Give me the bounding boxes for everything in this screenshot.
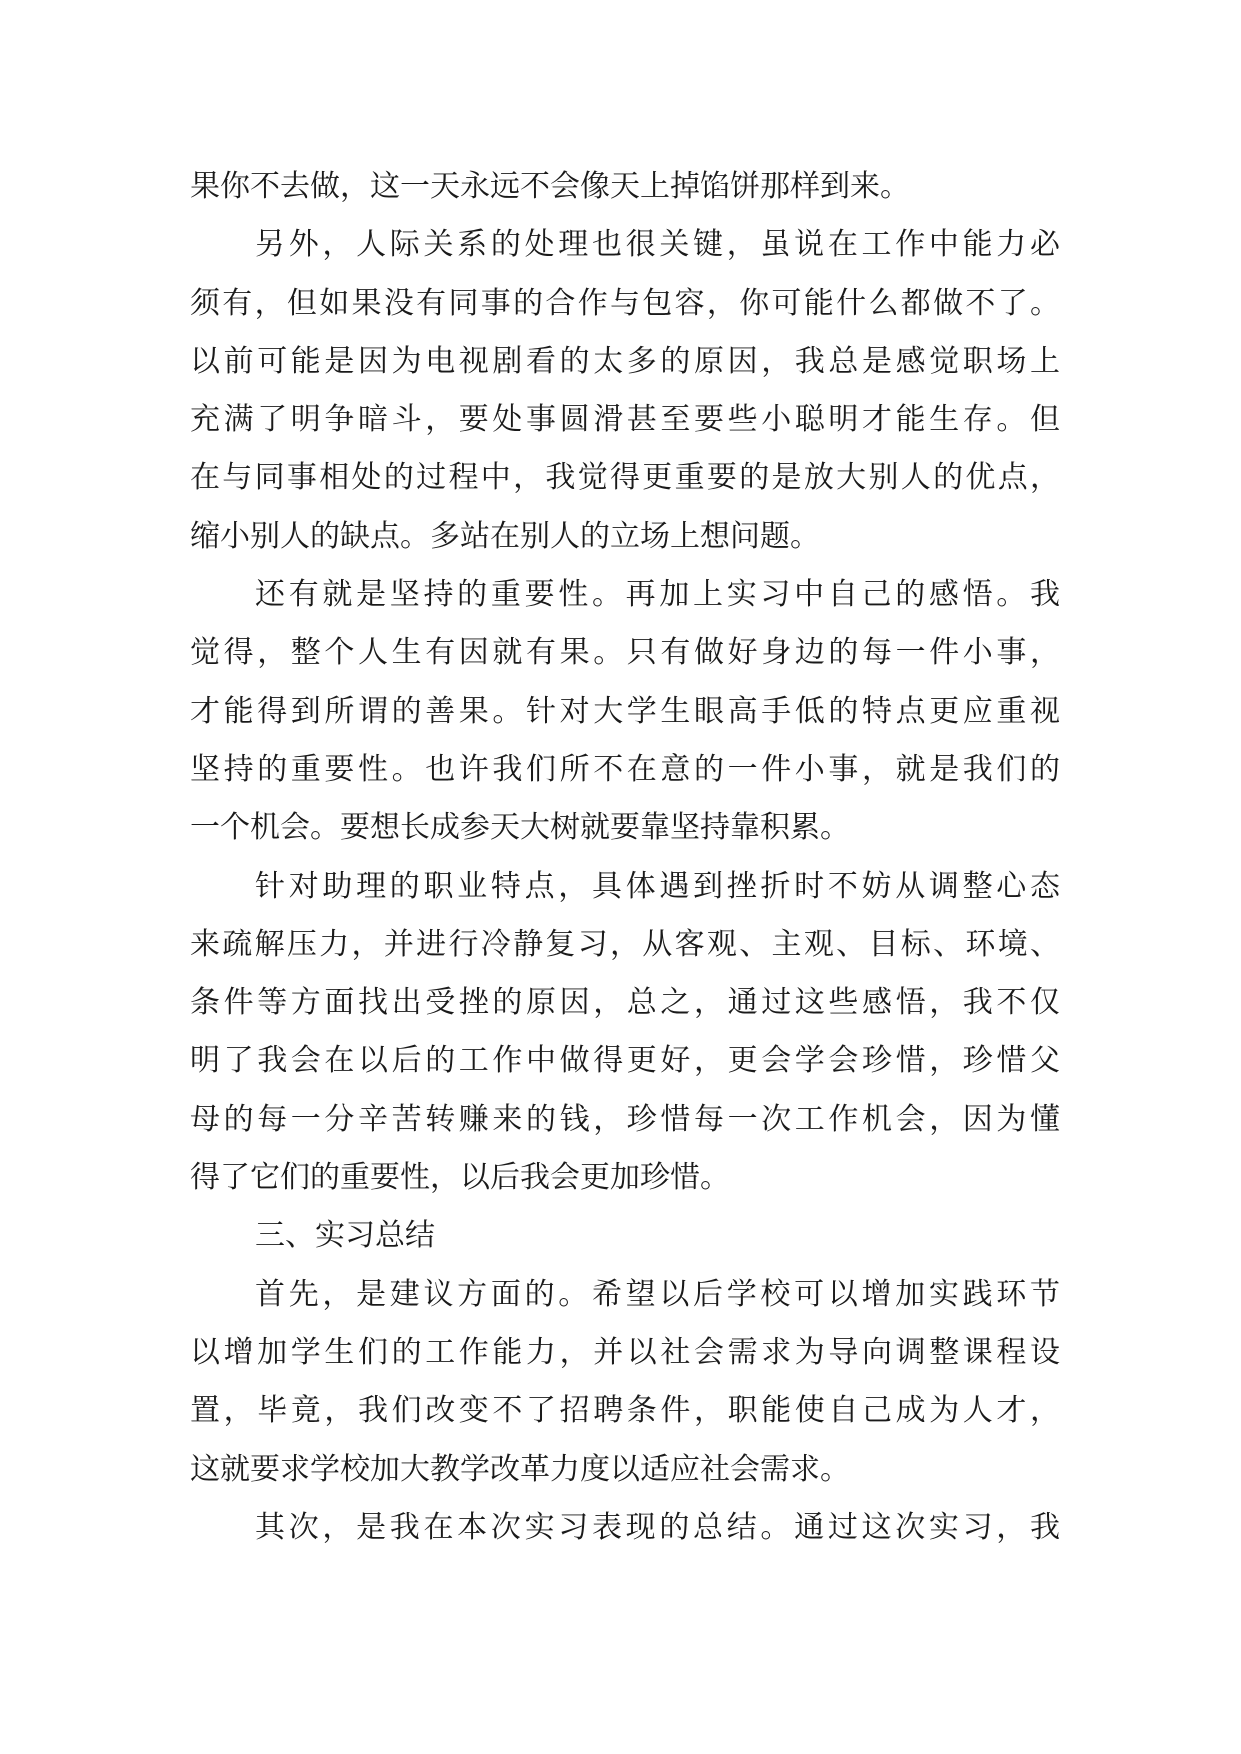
paragraph-line: 须有，但如果没有同事的合作与包容，你可能什么都做不了。	[190, 285, 1060, 321]
paragraph-line: 觉得，整个人生有因就有果。只有做好身边的每一件小事，	[190, 635, 1060, 671]
paragraph-first-line: 还有就是坚持的重要性。再加上实习中自己的感悟。我	[255, 577, 1060, 613]
paragraph-line: 果你不去做，这一天永远不会像天上掉馅饼那样到来。	[190, 169, 910, 204]
paragraph-line: 才能得到所谓的善果。针对大学生眼高手低的特点更应重视	[190, 693, 1060, 729]
paragraph-line: 缩小别人的缺点。多站在别人的立场上想问题。	[190, 518, 820, 554]
document-body	[190, 158, 1060, 1557]
paragraph-line: 一个机会。要想长成参天大树就要靠坚持靠积累。	[190, 810, 850, 846]
paragraph-first-line: 另外，人际关系的处理也很关键，虽说在工作中能力必	[255, 227, 1060, 263]
paragraph-line: 充满了明争暗斗，要处事圆滑甚至要些小聪明才能生存。但	[190, 402, 1060, 438]
paragraph-first-line: 其次，是我在本次实习表现的总结。通过这次实习，我	[255, 1509, 1060, 1545]
paragraph-line: 得了它们的重要性，以后我会更加珍惜。	[190, 1160, 730, 1196]
paragraph-first-line: 首先，是建议方面的。希望以后学校可以增加实践环节	[255, 1276, 1060, 1312]
paragraph-line: 明了我会在以后的工作中做得更好，更会学会珍惜，珍惜父	[190, 1043, 1060, 1079]
paragraph-line: 在与同事相处的过程中，我觉得更重要的是放大别人的优点，	[190, 460, 1060, 496]
paragraph-first-line: 三、实习总结	[255, 1218, 435, 1254]
paragraph-line: 条件等方面找出受挫的原因，总之，通过这些感悟，我不仅	[190, 985, 1060, 1021]
paragraph-line: 来疏解压力，并进行冷静复习，从客观、主观、目标、环境、	[190, 926, 1060, 962]
paragraph-line: 坚持的重要性。也许我们所不在意的一件小事，就是我们的	[190, 751, 1060, 787]
paragraph-line: 置，毕竟，我们改变不了招聘条件，职能使自己成为人才，	[190, 1393, 1060, 1429]
paragraph-first-line: 针对助理的职业特点，具体遇到挫折时不妨从调整心态	[255, 868, 1060, 904]
paragraph-line: 这就要求学校加大教学改革力度以适应社会需求。	[190, 1451, 850, 1487]
paragraph-line: 以增加学生们的工作能力，并以社会需求为导向调整课程设	[190, 1334, 1060, 1370]
paragraph-line: 母的每一分辛苦转赚来的钱，珍惜每一次工作机会，因为懂	[190, 1101, 1060, 1137]
paragraph-line: 以前可能是因为电视剧看的太多的原因，我总是感觉职场上	[190, 343, 1060, 379]
